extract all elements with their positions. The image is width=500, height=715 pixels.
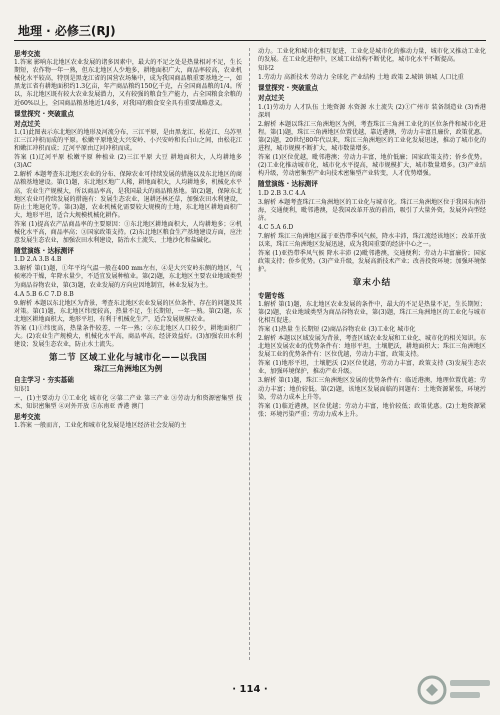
paragraph: 答案 (1)地形平坦，土壤肥沃 (2)区位优越，劳动力丰富，政策支持 (3)发展生态农业，加强环境保护，推动产业升级。	[258, 360, 486, 376]
section-heading: 思考交流	[14, 412, 41, 421]
header-title: 地理 · 必修三(RJ)	[18, 24, 116, 38]
section-heading: 专题专练	[258, 291, 285, 300]
summary-title: 章末小结	[352, 278, 392, 289]
paragraph: 答案 (1)热量 生长期短 (2)商品谷物农业 (3)工业化 城市化	[258, 325, 416, 333]
paragraph: 知识2	[258, 65, 275, 73]
section-heading: 对点过关	[14, 119, 41, 128]
paragraph: 答案 (1)亚热带季风气候 降水丰沛 (2)毗邻港澳，交通便利；劳动力丰富廉价；国家政策支持；侨乡优势。(3)产业升级，发展高新技术产业；改善投资环境；加强环境保护。	[258, 250, 487, 274]
paragraph: 4.A 5.B 6.C 7.D 8.B	[14, 290, 74, 298]
chapter-title: 第二节 区域工业化与城市化——以我国	[48, 353, 208, 364]
paragraph: 1.答案 一般而言，工业化和城市化发展是地区经济社会发展的主	[14, 421, 187, 429]
section-heading: 自主学习 · 夯实基础	[14, 376, 74, 385]
chapter-subtitle: 珠江三角洲地区为例	[93, 364, 163, 374]
paragraph: 1.答案 影响东北地区农业发展的诸多因素中，最大的不足之处是热量相对不足，生长期短，农作物一年一熟，但东北地区人少地多，耕地面积广大，商品率较高，农业机械化水平较高，特别是黑龙江省的国营农场集中，成为我国商品粮重要基地之一，如黑龙江省有耕地面积约1.3亿亩，年产商品粮约150亿千克，占全国商品粮的1/4。所以，东北地区既有较大农业发展潜力，又有较强的粮食生产能力，占全国粮食余粮的近60%以上，全国商品粮基地近1/4多，对我国的粮食安全具有重要战略意义。	[14, 59, 242, 107]
paragraph: 答案 (1)临近港澳，区位优越；劳动力丰富，地价较低；政策优惠。(2)土地资源紧张；环境污染严重；劳动力成本上升。	[258, 402, 486, 418]
paragraph: 答案 (1)辽河平原 松嫩平原 种植业 (2)三江平原 大豆 耕地面积大，人均耕地多 (3)AC	[14, 154, 242, 170]
paragraph: 1.(1)劳动力 人才队伍 土地资源 水资源 水土流失 (2)①广州市 装备制造业 (3)香港 深圳	[258, 103, 486, 119]
paragraph: 答案 (1)①纬度高，热量条件较差，一年一熟；②东北地区人口较少，耕地面积广大。(2)农业生产规模大，机械化水平高，商品率高，经济效益好。(3)加强农田水利建设；发展生态农业，防止水土流失。	[14, 325, 242, 349]
section-heading: 随堂演练 · 达标测评	[14, 247, 74, 256]
page-header	[14, 22, 486, 41]
paragraph: 3.解析 第(1)题，①年平均气温一般在400 mm左右，④是大兴安岭东侧的地区，气候寒冷干燥，年降水量少，不适宜发展种植业。第(2)题，东北地区主要农业地域类型为商品谷物农业，第(3)题，农业发展的方向应因地制宜，林业发展为主。	[14, 265, 243, 289]
paragraph: 9.解析 本题以东北地区为背景，考查东北地区农业发展的区位条件、存在的问题及其对策。第(1)题，东北地区纬度较高，热量不足，生长期短，一年一熟。第(2)题，东北地区耕地面积大，地形平坦，有利于机械化生产，适合发展规模农业。	[14, 299, 242, 323]
left-column	[14, 48, 242, 431]
section-heading: 随堂演练 · 达标测评	[258, 180, 318, 189]
paragraph: 3.解析 本题考查珠江三角洲地区的工业化与城市化。珠江三角洲地区位于我国东南沿海，交通便利，毗邻港澳，是我国改革开放的前沿，吸引了大量外资，发展外向型经济。	[258, 198, 486, 222]
paragraph: 答案 (1)提高农产品商品率的主要原因：①东北地区耕地面积大，人均耕地多；②机械化水平高，商品率高；③国家政策支持。(2)东北地区粮食生产基地建设方面，应注意发展生态农业，加强农田水利建设，防治水土流失、土地沙化和盐碱化。	[14, 220, 243, 245]
paragraph: 2.解析 本题以珠江三角洲地区为例，考查珠江三角洲工业化的区位条件和城市化进程。第(1)题，珠江三角洲地区位置优越，靠近港澳，劳动力丰富且廉价，政策优惠。第(2)题，20世纪80年代以来，珠江三角洲地区的工业化发展迅速，推动了城市化的进程，城市规模不断扩大，城市数量增多。	[258, 120, 487, 153]
column-divider	[249, 48, 250, 660]
section-heading: 课堂探究 · 突破重点	[14, 109, 74, 118]
paragraph: 一、(1)主要动力 ①工业化 城市化 ②第二产业 第三产业 ③劳动力和资源密集型 技术、知识密集型 ④对外开放 ⑤东南亚 香港 澳门	[14, 394, 242, 410]
page-number: · 114 ·	[232, 684, 268, 695]
paragraph: 1.(1)此图表示东北地区的地形及河流分布，三江平原，是由黑龙江、松花江、乌苏里江三江冲积而成的平原。松嫩平原地处大兴安岭、小兴安岭和长白山之间，由松花江和嫩江冲积而成；辽河平原由辽河冲积而成。	[14, 128, 242, 153]
paragraph: 1.劳动力 高新技术 劳动力 全球化 产业结构 土地 政策 2.城镇 镇城 人口比重	[258, 74, 464, 82]
paragraph: 7.解析 珠江三角洲地区属于亚热带季风气候，降水丰沛，珠江流经该地区；改革开放以来，珠江三角洲地区发展迅速，成为我国重要的经济中心之一。	[258, 232, 486, 249]
paragraph: 1.D 2.A 3.B 4.B	[14, 256, 62, 264]
paragraph: 2.解析 本题以区域发展为背景，考查区域农业发展和工业化、城市化的相关知识。东北地区发展农业的优势条件有：地形平坦，土壤肥沃，耕地面积大；珠江三角洲地区发展工业的优势条件有：区位优越，劳动力丰富，政策支持。	[258, 335, 486, 359]
paragraph: 1.解析 第(1)题，东北地区农业发展的条件中，最大的不足是热量不足，生长期短；第(2)题，农业地域类型为商品谷物农业，第(3)题，珠江三角洲地区的工业化与城市化相互促进。	[258, 300, 486, 324]
paragraph: 动力。工业化和城市化相互促进，工业化是城市化的推动力量，城市化又推动工业化的发展。在工业化进程中，区域工业结构不断优化，城市化水平不断提高。	[258, 48, 486, 64]
section-heading: 课堂探究 · 突破重点	[258, 84, 318, 93]
paragraph: 3.解析 第(1)题，珠江三角洲地区发展的优势条件有：临近港澳，地理位置优越；劳动力丰富；地价较低。第(2)题，该地区发展面临的问题有：土地资源紧张，环境污染，劳动力成本上升等。	[258, 377, 486, 401]
paragraph: 1.D 2.B 3.C 4.A	[258, 189, 306, 197]
right-column	[258, 48, 486, 420]
section-heading: 思考交流	[14, 50, 41, 58]
paragraph: 知识1	[14, 385, 31, 393]
paragraph: 2.解析 本题考查东北地区农业的分布、保障农业可持续发展的措施以及东北地区的商品粮基地建设。第(1)题，东北地区地广人稀，耕地面积大，人均耕地多，机械化水平高，农业生产规模大，所以商品率高，是我国最大的商品粮基地。第(2)题，保障东北地区农业可持续发展的措施有：发展生态农业，退耕还林还草，加强农田水利建设，防止土地退化等。第(3)题，农业机械化需要较大规模的土地，东北地区耕地面积广大，地形平坦，适合大规模机械化耕作。	[14, 171, 243, 219]
watermark-logo-icon	[416, 672, 496, 708]
paragraph: 答案 (1)区位优越，毗邻港澳；劳动力丰富，地价低廉；国家政策支持；侨乡优势。(2)工业化推动城市化，城市化水平提高，城市规模扩大，城市数量增多。(3)产业结构升级，劳动密集型产业向技术密集型产业转变，人才优势增强。	[258, 154, 486, 178]
paragraph: 4.C 5.A 6.D	[258, 223, 294, 231]
section-heading: 对点过关	[258, 94, 285, 103]
